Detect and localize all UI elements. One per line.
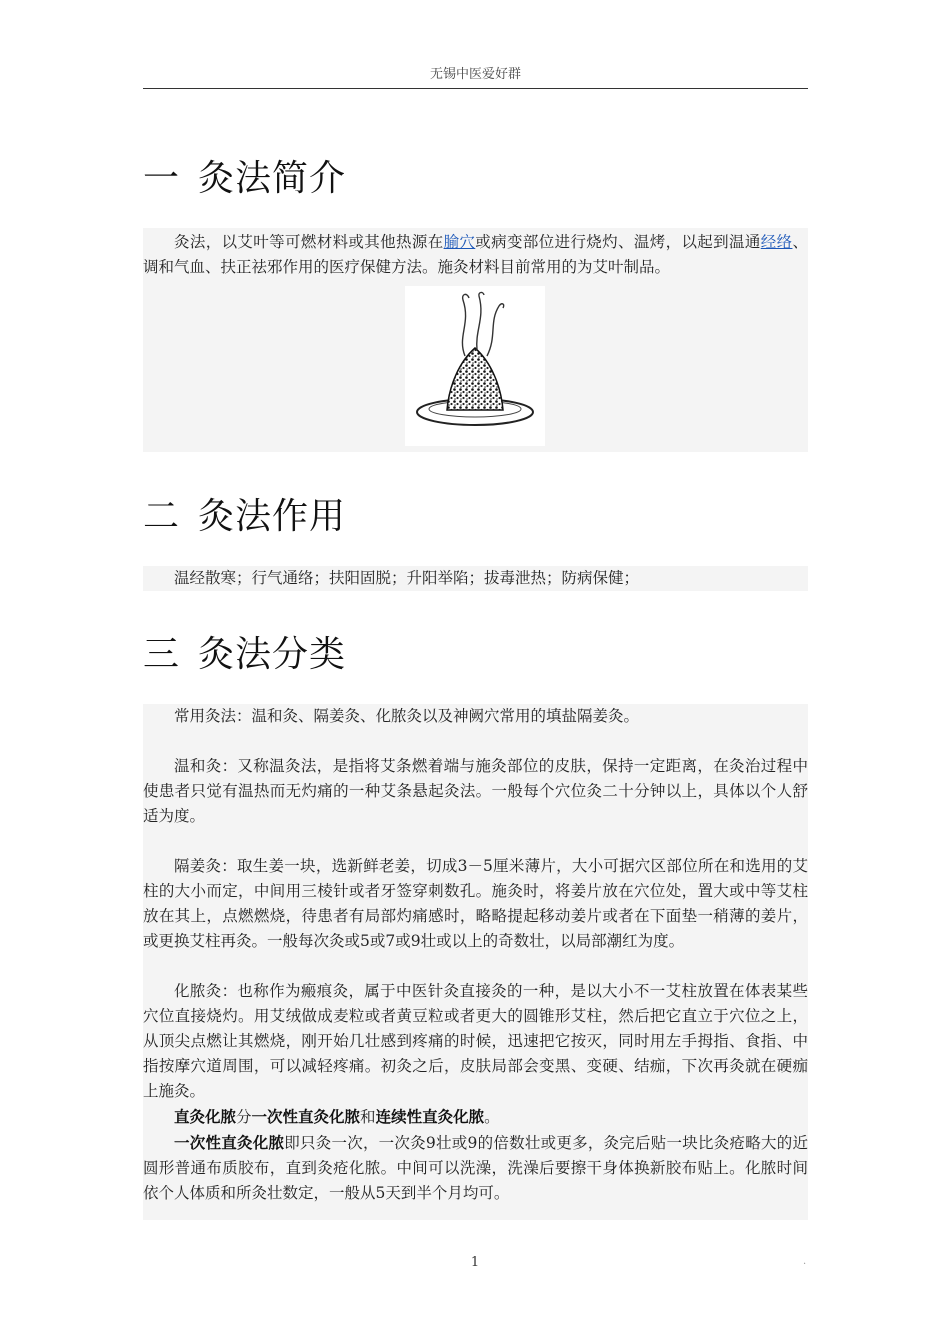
intro-paragraph: 灸法，以艾叶等可燃材料或其他热源在腧穴或病变部位进行烧灼、温烤，以起到温通经络、调和气血、扶正祛邪作用的医疗保健方法。施灸材料目前常用的为艾叶制品。 bbox=[143, 233, 808, 276]
moxa-cone-illustration bbox=[405, 286, 545, 446]
section-heading-intro bbox=[143, 150, 346, 201]
huanong-paragraph: 化脓灸：也称作为瘢痕灸，属于中医针灸直接灸的一种，是以大小不一艾柱放置在体表某些穴位直接烧灼。用艾绒做成麦粒或者黄豆粒或者更大的圆锥形艾柱，然后把它直立于穴位之上，从顶尖点燃让其燃烧，刚开始几壮感到疼痛的时候，迅速把它按灭，同时用左手拇指、食指、中指按摩穴道周围，可以减轻疼痛。初灸之后，皮肤局部会变黑、变硬、结痂，下次再灸就在硬痂上施灸。 bbox=[143, 982, 808, 1100]
section-title: 灸法分类 bbox=[198, 634, 347, 675]
link-shuxue[interactable]: 腧穴 bbox=[443, 233, 476, 251]
effects-paragraph: 温经散寒；行气通络；扶阳固脱；升阳举陷；拔毒泄热；防病保健； bbox=[174, 569, 640, 587]
footer-mark: . bbox=[803, 1256, 807, 1267]
section-heading-classification bbox=[143, 626, 346, 677]
header-title: 无锡中医爱好群 bbox=[429, 67, 521, 82]
page-header bbox=[143, 62, 808, 89]
wenhe-paragraph: 温和灸：又称温灸法，是指将艾条燃着端与施灸部位的皮肤，保持一定距离，在灸治过程中使患者只觉有温热而无灼痛的一种艾条悬起灸法。一般每个穴位灸二十分钟以上，具体以个人舒适为度。 bbox=[143, 757, 808, 825]
section-number: 三 bbox=[143, 634, 181, 675]
direct-huanong-line: 直灸化脓分一次性直灸化脓和连续性直灸化脓。 bbox=[174, 1107, 500, 1126]
link-jingluo[interactable]: 经络 bbox=[760, 233, 793, 251]
effects-block bbox=[143, 566, 808, 591]
gejiang-paragraph: 隔姜灸：取生姜一块，选新鲜老姜，切成3－5厘米薄片，大小可据穴区部位所在和选用的艾柱的大小而定，中间用三棱针或者牙签穿刺数孔。施灸时，将姜片放在穴位处，置大或中等艾柱放在其上，点燃燃烧，待患者有局部灼痛感时，略略提起移动姜片或者在下面垫一稍薄的姜片，或更换艾柱再灸。一般每次灸或5或7或9壮或以上的奇数壮，以局部潮红为度。 bbox=[143, 857, 808, 950]
section-number: 一 bbox=[143, 158, 181, 199]
classification-block bbox=[143, 704, 808, 1220]
section-title: 灸法简介 bbox=[198, 158, 347, 199]
page-number: 1 bbox=[470, 1255, 480, 1270]
section-title: 灸法作用 bbox=[198, 496, 347, 537]
section-heading-effects bbox=[143, 488, 346, 539]
once-huanong-paragraph: 一次性直灸化脓即只灸一次，一次灸9壮或9的倍数壮或更多，灸完后贴一块比灸疮略大的近圆形普通布质胶布，直到灸疮化脓。中间可以洗澡，洗澡后要擦干身体换新胶布贴上。化脓时间依个人体质和所灸壮数定，一般从5天到半个月均可。 bbox=[143, 1133, 808, 1202]
section-number: 二 bbox=[143, 496, 181, 537]
common-methods-paragraph: 常用灸法：温和灸、隔姜灸、化脓灸以及神阙穴常用的填盐隔姜灸。 bbox=[174, 707, 640, 725]
